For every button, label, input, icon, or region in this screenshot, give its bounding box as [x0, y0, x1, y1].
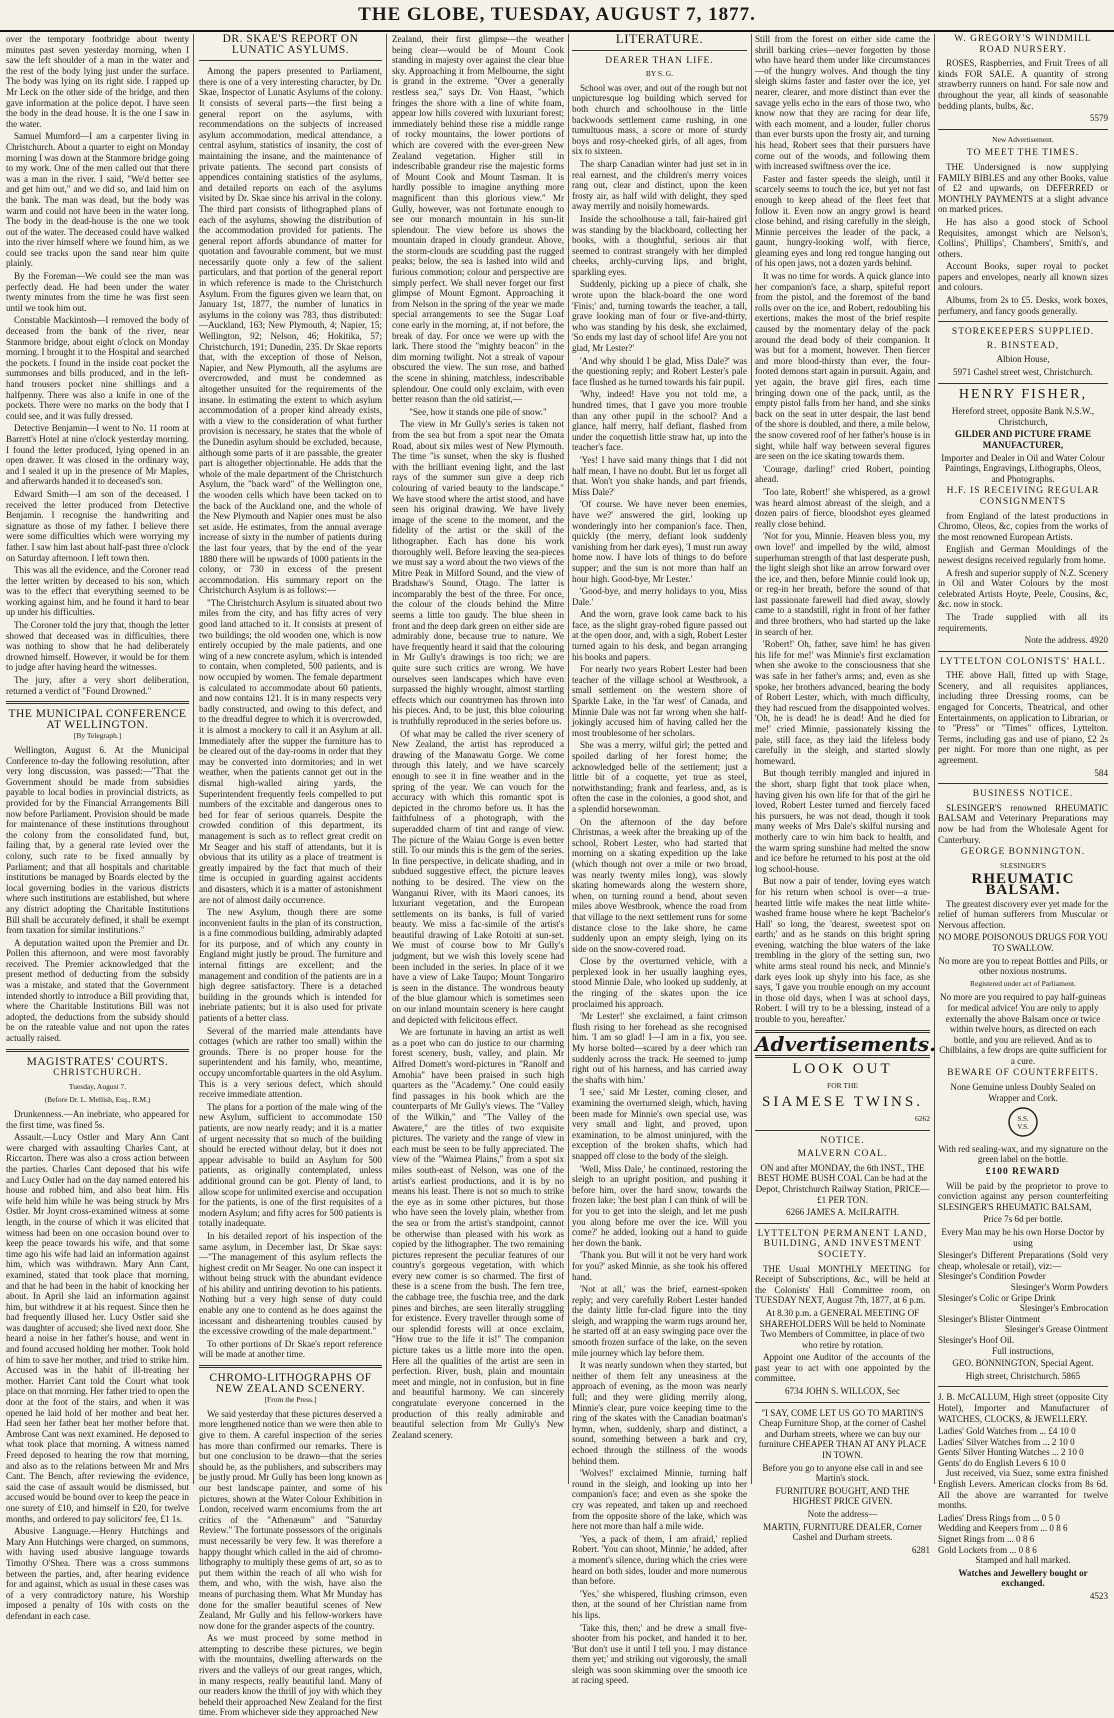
times-heading: TO MEET THE TIMES.: [966, 148, 1080, 159]
list-item: Gold Lockets from ... 0 8 6: [938, 1544, 1037, 1555]
ring-price-list: [938, 1513, 1108, 1555]
martin-note: Note the address—: [807, 1509, 878, 1519]
section-divider: [6, 701, 189, 704]
section-divider: [755, 1055, 930, 1058]
story-paragraph: Close by the overturned vehicle, with a perplexed look in her usually laughing eyes, stood Minnie Dale, who looked up suddenly, at the ringing of the skates upon the ice proclaimed his approach.: [572, 956, 747, 1009]
mccallum-paragraph: Just received, via Suez, some extra finished English Levers. American clocks from 8s 6d. All the above are warranted for twelve months.: [938, 1468, 1108, 1511]
list-item: Slesinger's Blister Ointment: [938, 1313, 1041, 1324]
balsam-paragraph: Will be paid by the proprietor to prove to conviction against any person counterfeiting SLESINGER'S RHEUMATIC BALSAM,: [938, 1180, 1108, 1212]
fisher-dealer: Importer and Dealer in Oil and Water Colour Paintings, Engravings, Lithographs, Oleos, and Photographs.: [941, 452, 1105, 484]
look-out-line: FOR THE: [827, 1080, 858, 1090]
balsam-registered: Registered under act of Parliament.: [969, 978, 1076, 988]
court-case-paragraph: Drunkenness.—An inebriate, who appeared for the first time, was fined 5s.: [6, 1109, 189, 1130]
section-divider: [199, 1365, 382, 1368]
skae-paragraph: Several of the married male attendants have cottages (which are rather too small) within the grounds. There is no proper house for the superintendent and his family, who, meantime, occupy uncomfortable quarters in the old Asylum. This is a very serious defect, which should receive immediate attention.: [199, 1025, 382, 1100]
mccallum-paragraph: Stamped and hall marked.: [975, 1555, 1071, 1566]
skae-paragraph: To other portions of Dr Skae's report reference will be made at another time.: [199, 1338, 382, 1360]
lpl-heading: LYTTELTON PERMANENT LAND, BUILDING, AND INVESTMENT SOCIETY.: [757, 1228, 928, 1260]
balsam-paragraph: No more are you to repeat Bottles and Pills, or other noxious nostrums.: [938, 955, 1108, 977]
list-item: Slesinger's Different Preparations (Sold very cheap, wholesale or retail), viz:—: [938, 1250, 1108, 1271]
times-paragraph: THE Undersigned is now supplying FAMILY BIBLES and any other Books, value of £2 and upwards, on DEFERRED or MONTHLY PAYMENTS at a slight advance on marked prices.: [938, 161, 1108, 215]
list-item: Signet Rings from ... 0 8 6: [938, 1534, 1035, 1545]
column-1: [6, 34, 189, 1621]
story-paragraph: 'Why, indeed! Have you not told me, a hundred times, that I gave you more trouble than any other pupil in the school? And a glance, half merry, half defiant, flashed from under the coquettish little straw hat, up into the teacher's face.: [572, 389, 747, 453]
story-paragraph: 'Wolves!' exclaimed Minnie, turning half round in the sleigh, and looking up into her companion's face; and even as she spoke the cry was repeated, and taken up and reechoed from the opposite shore of the lake, which was here not more than half a mile wide.: [572, 1468, 747, 1532]
story-paragraph: 'Not for you, Minnie. Heaven bless you, my own love!' and impelled by the wild, almost superhuman strength of that last desperate push, the light sleigh shot like an arrow forward over the ice, and then, before Minnie could look up, or reg-in her breath, before the sound of that last passionate farewell had died away, slowly came to a standstill, right in front of her father and three brothers, who had started up the lake in search of her.: [755, 531, 931, 637]
inquest-paragraph: By the Foreman—We could see the man was perfectly dead. He had been under the water twenty minutes from the time he was first seen until we took him out.: [6, 271, 189, 313]
magistrates-date: Tuesday, August 7.: [68, 1081, 127, 1091]
balsam-reward: £100 REWARD: [985, 1167, 1061, 1178]
story-paragraph: It was nearly sundown when they started, but neither of them felt any uneasiness at the approach of evening, as the moon was nearly full; and they were gliding merrily along, Minnie's clear, pure voice keeping time to the ring of the skates with the Canadian boatman's hymn, when, suddenly, sharp and distinct, a sound, something between a bark and cry, echoed through the stillness of the woods behind them.: [572, 1360, 747, 1466]
skae-paragraph: "The Christchurch Asylum is situated about two miles from the city, and has fifty acres of very good land attached to it. It consists at present of two buildings; the old wooden one, which is now entirely occupied by the male patients, and one wing of a new concrete asylum, which is intended to contain, when completed, 500 patients, and is now occupied by women. The female department is calculated to accommodate about 60 patients, and now contains 121. It is in many respects very badly constructed, and owing to this defect, and to the dreadful degree to which it is overcrowded, it is almost a mockery to call it an Asylum at all. Immediately after the supper the furniture has to be cleared out of the day-rooms in order that they may be converted into dormitories; and in wet weather, when the patients cannot get out in the dismal high-walled airing yards, the Superintendent frequently feels compelled to put numbers of the excitable and dangerous ones to bed for fear of serious quarrels. Despite the crowded condition of this department, its management is such as to reflect great credit on Mr Seager and his staff of attendants, but it is obvious that its utility as a place of treatment is greatly impaired by the fact that much of their time is occupied in guarding against accidents and disasters, which it is a matter of astonishment are not of almost daily occurrence.: [199, 597, 382, 905]
masthead: THE GLOBE, TUESDAY, AUGUST 7, 1877.: [0, 0, 1114, 32]
ad-divider: [938, 651, 1108, 652]
malvern-heading: MALVERN COAL.: [797, 1149, 888, 1160]
story-paragraph: 'Yes,' she whispered, flushing crimson, even then, at the sound of her Christian name from his lips.: [572, 1588, 747, 1620]
story-paragraph: Inside the schoolhouse a tall, fair-haired girl was standing by the blackboard, collecting her books, with a thoughtful, serious air that seemed to contrast strangely with her dimpled cheeks, archly-curving lips, and bright, sparkling eyes.: [572, 213, 747, 277]
times-paragraph: Albums, from 2s to £5. Desks, work boxes, perfumery, and fancy goods generally.: [938, 295, 1108, 316]
hf-paragraph: A fresh and superior supply of N.Z. Scenery in Oil and Water Colours by the most celebrated Artists Hoyte, Peele, Cousins, &c, &c. now in stock.: [938, 567, 1108, 610]
story-paragraph: She was a merry, wilful girl; the petted and spoiled darling of her forest home; the acknowledged belle of the settlement; just a little bit of a coquette, yet true as steel, notwithstanding; frank and fearless, and, as is often the case in the colonies, a good shot, and a splendid horsewoman.: [572, 740, 747, 814]
advertisements-heading: Advertisements.: [755, 1031, 937, 1056]
story-paragraph: Faster and faster speeds the sleigh, until it scarcely seems to touch the ice, but yet not fast enough to keep ahead of the fleet feet that follow it. Even now an angry growl is heard close behind, and rising carefully in the sleigh, Minnie perceives the leader of the pack, a gaunt, hungry-looking wolf, with fierce, gleaming eyes and long red tongue hanging out of his open jaws, not a dozen yards behind.: [755, 173, 930, 269]
court-case-paragraph: Assault.—Lucy Ostler and Mary Ann Cant were charged with assaulting Charles Cant, at Riccarton. There was also a cross action between the parties. Charles Cant deposed that his wife and Lucy Ostler had on the day named entered his house and robbed him, and also beat him. His wife held him while he was being struck by Mrs Ostler. Mr Joynt cross-examined witness at some length, in the course of which it was elicited that witness had been on one occasion bound over to keep the peace towards his wife, and that some time ago his wife had laid an information against him, which was withdrawn. Mary Ann Cant, examined, stated that took place that morning, and that he had been in the habit of knocking her about. In April she laid an information against him, but withdrew it at his request. Since then he had frequently illused her. Lucy Ostler said she was daughter of accused; she lived next door. She heard a noise in her father's house, and went in and found accused holding her mother. Took hold of him to save her mother, and tried to strike him. Accused was in the habit of ill-treating her mother. Harriet Cant told the Court what took place on that morning. Her father tried to open the door at the foot of the stairs, and when it was opened he laid hold of her mother and beat her. Had seen her father beat her mother before that. Ambrose Cant was next examined. He deposed to what took place that morning. A witness named Freed deposed to hearing the row that morning, and also as to the relations between Mr and Mrs Cant. The Bench, after reviewing the evidence, said the case of assault would be dismissed, but accused would be bound over to keep the peace in one surety of £10, and himself in £20, for twelve months, and ordered to pay solicitors' fee, £1 1s.: [6, 1132, 189, 1524]
column-rule: [934, 34, 935, 1484]
balsam-paragraph: None Genuine unless Doubly Sealed on Wrapper and Cork.: [950, 1082, 1096, 1103]
ad-divider: [938, 1386, 1108, 1387]
storekeepers-address: Albion House,: [996, 354, 1050, 365]
lpl-paragraph: Appoint one Auditor of the accounts of the past year to act with one appointed by the committee.: [755, 1352, 930, 1384]
skae-report-heading: DR. SKAE'S REPORT ON LUNATIC ASYLUMS.: [222, 33, 359, 56]
balsam-agent: GEO. BONNINGTON, Special Agent.: [952, 1358, 1094, 1369]
list-item: Wedding and Keepers from ... 0 8 6: [938, 1523, 1068, 1534]
fisher-name: HENRY FISHER,: [958, 386, 1088, 402]
story-paragraph: 'Well, Miss Dale,' he continued, restoring the sleigh to an upright position, and pushing it before him, over the hard snow, towards the frozen lake; 'the best plan I can think of will be for you to get into the sleigh, and let me push you along before me over the ice. Will you come?' he added, looking out a hand to guide her down the bank.: [572, 1163, 747, 1248]
martin-address: MARTIN, FURNITURE DEALER, Corner Cashel and Durham streets.: [763, 1521, 922, 1543]
story-paragraph: It was no time for words. A quick glance into her companion's face, a sharp, spiteful report from the pistol, and the foremost of the band rolls over on the ice, and Robert, redoubling his exertions, makes the most of the brief respite caused by the momentary delay of the pack around the dead body of their companion. It was but for a moment, however. Then fiercer and more blood-thirsty than ever, the four-footed demons start again in pursuit. Again, and yet again, the brave girl fires, each time bringing down one of the pack, until, as the empty pistol falls from her hand, and she sinks back on the seat in utter despair, the last bend of the shore is doubled, and there, a mile below, the snow covered roof of her father's house is in sight, while half way between several figures are seen on the ice skating towards them.: [755, 271, 930, 462]
balsam-paragraph: The greatest discovery ever yet made for the relief of human sufferers from Muscular or Nervous affection.: [938, 898, 1108, 930]
list-item: Ladies' Gold Watches from ... £4 10 0: [938, 1426, 1076, 1437]
column-rule: [386, 34, 387, 1484]
lpl-paragraph: At 8.30 p.m. a GENERAL MEETING OF SHAREHOLDERS Will be held to Nominate Two Members of Committee, in place of two who retire by rotation.: [759, 1307, 926, 1350]
martin-bought: FURNITURE BOUGHT, AND THE HIGHEST PRICE GIVEN.: [775, 1485, 910, 1507]
business-notice-paragraph: SLESINGER'S renowned RHEUMATIC BALSAM and Veterinary Preparations may now be had from the Wholesale Agent for Canterbury.: [938, 802, 1108, 845]
chromo-quote: "See, how it stands one pile of snow.": [409, 406, 547, 417]
story-paragraph: School was over, and out of the rough but not unpicturesque log building which served for both church and schoolhouse in the little backwoods settlement came rushing, in one tumultuous mass, a score or more of sturdy boys and rosy-cheeked girls, of all ages, from six to sixteen.: [572, 82, 747, 157]
list-item: Ladies' Silver Watches from ... 2 10 0: [938, 1436, 1075, 1447]
column-4: [572, 31, 747, 1686]
story-paragraph: 'Robert!' Oh, father, save him! he has given his life for me!' was Minnie's first exclamation when she awoke to the consciousness that she was safe in her father's arms; and, even as she spoke, her brothers advanced, bearing the body of Robert Lester, which, with much difficulty, they had rescued from the disappointed wolves. 'Oh, he is dead! he is dead! And he died for me!' cried Minnie, passionately kissing the pale, still face, as they laid the lifeless body carefully in the sleigh, and started slowly homeward.: [755, 639, 930, 766]
ad-divider: [938, 321, 1108, 322]
balsam-claim: NO MORE POISONOUS DRUGS FOR YOU TO SWALLOW.: [938, 932, 1108, 953]
balsam-paragraph: Every Man may be his own Horse Doctor by using: [941, 1227, 1105, 1248]
skae-paragraph: The plans for a portion of the male wing of the new Asylum, sufficient to accommodate 150 patients, are now nearly ready; and it is a matter of urgent necessity that so much of the building should be erected without delay, but it does not appear advisable to build an Asylum for 500 patients, as originally contemplated, unless additional ground can be got. Plenty of land, to allow scope for unlimited exercise and occupation for the patients, is one of the first requisites of a modern Asylum; and fifty acres for 500 patients is totally inadequate.: [199, 1101, 382, 1229]
inquest-paragraph: This was all the evidence, and the Coroner read the letter written by deceased to his son, which was to the effect that everything seemed to be working against him, and he found it hard to bear up under his difficulties.: [6, 565, 189, 618]
watch-price-list: [938, 1426, 1108, 1468]
story-paragraph: 'Of course. We have never been enemies, have we?' answered the girl, looking up wonderingly into her companion's face. Then, quickly (the merry, defiant look suddenly vanishing from her dark eyes), 'I must run away home now. I have lots of things to do before supper; and the sun is not more than half an hour high. Good-bye, Mr Lester.': [572, 499, 747, 584]
lpl-signature: 6734 JOHN S. WILLCOX, Sec: [784, 1386, 900, 1397]
martin-heading: "I SAY, COME LET US GO TO MARTIN'S Cheap Furniture Shop, at the corner of Cashel and Durham streets, where we can buy our furniture CHEAPER THAN AT ANY PLACE IN TOWN.: [758, 1407, 927, 1461]
fisher-trade: GILDER AND PICTURE FRAME MANUFACTURER,: [954, 429, 1092, 450]
storekeepers-name: R. BINSTEAD,: [986, 340, 1060, 351]
municipal-paragraph: Wellington, August 6. At the Municipal Conference to-day the following resolution, after very long discussion, was passed:—"That the Government should be made from subsidies payable to local bodies in provincial districts, as provided for by the Financial Arrangements Bill now before Parliament. Provision should be made for maintenance of these institutions throughout the colony from the consolidated fund, but, failing that, by a general rate levied over the colony, such rate to be fixed annually by Parliament; and that all hospitals and charitable institutions be managed by Boards elected by the local governing bodies in the various districts where such institutions are established, but where any district adopting the Charitable Institutions Bill shall be accurately defined, it shall be exempt from taxation for similar institutions.": [6, 745, 189, 936]
balsam-price: Price 7s 6d per bottle.: [983, 1214, 1063, 1225]
storekeepers-address: 5971 Cashel street west, Christchurch.: [953, 367, 1093, 378]
inquest-paragraph: Edward Smith—I am son of the deceased. I received the letter produced from Detective Benjamin. I recognise the handwriting and signature as those of my father. I believe there were some difficulties which were worrying my father. I saw him last about half-past three o'clock on Saturday afternoon. I left town then.: [6, 488, 189, 563]
chromo-paragraph: The view in Mr Gully's series is taken not from the sea but from a spot near the Omata Road, about six miles west of New Plymouth. The time "is sunset, when the sky is flushed with the brilliant evening light, and the last rays of the summer sun give a deep rich colouring of varied beauty to the landscape." We have stood where the artist stood, and have seen his original drawing. We have lively image of the scene to the moment, and the fidelity of the artist or the skill of the lithographer. Each has done his work thoroughly well. Before leaving the sea-pieces we must say a word about the two views of the Mitre Peak in Milford Sound, and the view of Bradshaw's Sound, Otago. The latter is incomparably the best of the three. For once, the colour of the clouds behind the Mitre seems a little too gaudy. The blue sheen in front and the deep dark green on either side are admirably done, because true to nature. We have frequently heard it said that the colouring in Mr Gully's drawings is too rich; we are quite sure such critics are wrong. We have ourselves seen landscapes which have even surpassed the highly wrought, almost startling effects which our countrymen has thrown into his pieces. And, to be just, this blue colouring is truthfully reproduced in the series before us.: [392, 419, 564, 726]
story-paragraph: For nearly two years Robert Lester had been teacher of the village school at Westbrook, a small settlement on the western shore of Sparkle Lake, in the 'far west' of Canada, and Minnie Dale was not far wrong when she half-jokingly accused him of having called her the most troublesome of her scholars.: [572, 664, 747, 738]
magistrates-bench: (Before Dr. L. Mellish, Esq., R.M.): [44, 1095, 151, 1105]
story-title: DEARER THAN LIFE.: [605, 55, 714, 66]
story-paragraph: On the afternoon of the day before Christmas, a week after the breaking up of the school, Robert Lester, who had started that morning on a skating expedition up the lake (which though not over a mile or two broad, was nearly twenty miles long), was slowly skating homewards along the western shore, when, on turning round a bend, about seven miles above Westbrook, whence the road from that village to the next settlement runs for some distance close to the lake shore, he came suddenly upon an empty sleigh, lying on its side on the snow-covered road.: [572, 816, 747, 954]
look-out-line: LOOK OUT: [792, 1061, 893, 1078]
heading-rule: [572, 50, 747, 51]
list-item: Slesinger's Condition Powder: [938, 1271, 1046, 1282]
municipal-heading: THE MUNICIPAL CONFERENCE AT WELLINGTON.: [8, 708, 187, 731]
ad-divider: [755, 1402, 930, 1403]
hf-paragraph: English and German Mouldings of the newest designs received regularly from home.: [938, 544, 1108, 565]
ad-number: 584: [1094, 767, 1108, 778]
chromo-paragraph: We said yesterday that these pictures deserved a more lengthened notice than we were then able to give to them. A careful inspection of the series has more than confirmed our remarks. There is but one conclusion to be drawn—that the series should be, as the publishers, and subscribers may be justly proud. Mr Gully has been long known as our best landscape painter, and some of his pictures, shown at the Water Colour Exhibition in London, received warm encomiums from the art critics of the "Athenæum" and "Saturday Review." The fortunate possessors of the originals must necessarily be very few. It was therefore a happy thought which called in the aid of chromo-lithography to multiply these gems of art, so as to put them within the reach of all who wish for them, and who, with the wish, have also the means of purchasing them. What Mr Munday has done for the smaller beautiful scenes of New Zealand, Mr Gully and his fellow-workers have now done for the grander aspects of the country.: [199, 1408, 382, 1631]
ad-divider: [938, 783, 1108, 784]
story-paragraph: 'Take this, then;' and he drew a small five-shooter from his pocket, and handed it to her. 'But don't use it until I tell you. I may distance them yet;' and striking out vigorously, the small sleigh was soon skimming over the smooth ice at racing speed.: [572, 1622, 747, 1686]
list-item: Slesinger's Colic or Gripe Drink: [938, 1292, 1056, 1303]
literature-heading: LITERATURE.: [615, 31, 704, 46]
balsam-paragraph: With red sealing-wax, and my signature on the green label on the bottle.: [938, 1143, 1108, 1165]
hf-address-note: Note the address. 4920: [1024, 635, 1108, 646]
story-paragraph: 'Yes! I have said many things that I did not half mean, I have no doubt. But let us forget all that. Won't you shake hands, and part friends, Miss Dale?': [572, 454, 747, 497]
balsam-prefix: SLESINGER'S: [1000, 860, 1046, 870]
chromo-heading: CHROMO-LITHOGRAPHS OF NEW ZEALAND SCENERY.: [209, 1372, 372, 1395]
mccallum-paragraph: Watches and Jewellery bought or exchanged.: [958, 1567, 1088, 1589]
municipal-paragraph: A deputation waited upon the Premier and Dr. Pollen this afternoon, and were most favorably received. The Premier acknowledged that the present method of deducting from the subsidy was a mistake, and stated that the Government intended shortly to introduce a Bill providing that, where the Charitable Institutions Bill was not adopted, the deductions from the subsidy should be on the rateable value and not upon the rates actually raised.: [6, 937, 189, 1044]
story-paragraph: 'And why should I be glad, Miss Dale?' was the questioning reply; and Robert Lester's pale face flushed as he turned towards his fair pupil.: [572, 355, 747, 387]
look-out-line: SIAMESE TWINS.: [762, 1094, 923, 1111]
balsam-paragraph: No more are you required to pay half-guineas for medical advice! You are only to apply externally the above Balsam once or twice within twelve hours, as directed on each bottle, and you are relieved. And as to Chilblains, a few drops are quite sufficient for a cure.: [939, 992, 1107, 1066]
chromo-paragraph: Of what may be called the river scenery of New Zealand, the artist has reproduced a drawing of the Manawatu Gorge. We come through this lately, and we have scarcely enough to see it in fine weather and in the spring of the year. We can vouch for the accuracy with which this romantic spot is depicted in the chromo before us. It has the faithfulness of a photograph, with the superadded charm of tint and range of view. The picture of the Waiau Gorge is even better still. To our minds this is the gem of the series. In fine perspective, in delicate shading, and in subdued suggestive effect, the picture leaves nothing to be desired. The view on the Wanganui River, with its Maori canoes, its luxuriant vegetation, and the European settlements on its banks, is full of varied beauty. We miss a fac-simile of the artist's beautiful drawing of Lake Rotoiti at sun-set. We must of course bow to Mr Gully's judgment, but we wish this lovely scene had been included in the series. In place of it we have a view of Lake Taupo; Mount Tongariro is seen in the distance. The wondrous beauty of the blue glamour which is sometimes seen on our inland mountain scenery is here caught and depicted with felicitous effect.: [392, 728, 564, 1025]
story-paragraph: 'Courage, darling!' cried Robert, pointing ahead.: [755, 463, 930, 485]
skae-paragraph: In his detailed report of his inspection of the same asylum, in December last, Dr Skae says:—"The management of this asylum reflects the highest credit on Mr Seager. No one can inspect it without being struck with the abundant evidence of his ability and untiring devotion to his patients. Nothing but a very high sense of duty could enable any one to contend as he does against the incessant and disheartening troubles caused by the excessive crowding of the male department.": [199, 1230, 382, 1337]
column-rule: [568, 34, 569, 1484]
skae-paragraph: The new Asylum, though there are some inconvenient faults in the plan of its construction, is a fine commodious building, admirably adapted for its purpose, and of which any county in England might justly be proud. The furniture and internal fittings are excellent; and the management and condition of the patients are in a high degree satisfactory. There is a detached building in the grounds which is intended for inebriate patients; but it is also used for private patients of a better class.: [199, 907, 382, 1024]
ad-number: 5579: [1089, 113, 1108, 124]
municipal-byline: [By Telegraph.]: [73, 731, 122, 741]
seal-icon: [1007, 1106, 1039, 1138]
story-paragraph: But though terribly mangled and injured in the short, sharp fight that took place when, having given his own life for that of the girl he loved, Robert Lester turned and fiercely faced his pursuers, he was not dead, though it took many weeks of Mrs Dale's skilful nursing and motherly care to win him back to health, and the warm spring sunshine had melted the snow and ice before he returned to his post at the old log school-house.: [755, 768, 930, 874]
story-paragraph: But now a pair of tender, loving eyes watch for his return when school is over—a true-hearted little wife makes the neat little white-washed frame house where he kept 'Bachelor's Hall' so long, the 'dearest, sweetest spot on earth;' and as he stands on this bright spring evening, watching the blue waters of the lake trembling in the glory of the setting sun, two white arms steal round his neck, and Minnie's dark eyes look up shyly into his face, as she says, 'I gave you trouble enough on my account in those old days, when I was at school days, Robert. I will try to be a blessing, instead of a trouble to you, hereafter.': [755, 876, 930, 1025]
times-paragraph: He has also a good stock of School Requisites, amongst which are Nelson's, Collins', Phillips', Chambers', Smith's, and others.: [938, 216, 1108, 259]
heading-rule: [199, 60, 382, 61]
preparations-list: [938, 1250, 1108, 1345]
story-paragraph: The sharp Canadian winter had just set in in real earnest, and the children's merry voices rang out, clear and distinct, upon the keen frosty air, as half wild with delight, they sped away merrily and noisily homewards.: [572, 158, 747, 212]
new-advert-label: New Advertisement.: [992, 134, 1054, 144]
times-paragraph: Account Books, super royal to pocket papers and envelopes, nearly all known sizes and colours.: [938, 261, 1108, 293]
list-item: Gents' do do English Levers 6 10 0: [938, 1457, 1066, 1468]
notice-heading: NOTICE.: [820, 1135, 865, 1146]
malvern-signature: 6266 JAMES A. McILRAITH.: [786, 1207, 899, 1218]
inquest-paragraph: over the temporary footbridge about twenty minutes past seven yesterday morning, when I saw the left shoulder of a man in the water and the rest of the body lying just under the surface. The body was lying on its right side. I rapped up Mr Leck on the other side of the bridge, and then gave information at the police depot. I have seen the body in the dead house. It is the one I saw in the water.: [6, 34, 189, 129]
list-item: Ladies' Dress Rings from ... 0 5 0: [938, 1512, 1060, 1523]
column-5: [755, 34, 937, 1555]
story-paragraph: 'I see,' said Mr Lester, coming closer, and examining the overturned sleigh, which, having been made for Minnie's own special use, was very small and light, and proved, upon examination, to be almost uninjured, with the exception of the broken shafts, which had snapped off close to the body of the sleigh.: [572, 1087, 747, 1161]
column-2: [199, 33, 382, 1718]
ad-number: 6281: [911, 1544, 930, 1555]
gregory-heading: W. GREGORY'S WINDMILL ROAD NURSERY.: [954, 34, 1092, 55]
hf-paragraph: from England of the latest productions in Chromo, Oleos, &c, copies from the works of the most renowned European Artists.: [938, 510, 1108, 542]
story-paragraph: Still from the forest on either side came the shrill barking cries—never forgotten by those who have heard them under like circumstances—of the hungry wolves. And though the tiny sleigh skims faster and faster over the ice, yet nearer, clearer, and more distinct than ever the savage yells echo in the ears of those two, who know now that they are racing for dear life, with each moment, and a louder, fuller chorus than ever bursts upon the frosty air, and turning his head, Robert sees that their pursuers have come out of the woods, and following them with increased swiftness over the ice.: [755, 34, 930, 172]
ad-number: 4523: [1089, 1591, 1108, 1601]
business-notice-heading: BUSINESS NOTICE.: [972, 789, 1074, 800]
skae-paragraph: Among the papers presented to Parliament, there is one of a very interesting character, by Dr. Skae, Inspector of Lunatic Asylums of the colony. It consists of several parts—the first being a general report on the asylums, with recommendations on the subjects of increased asylum accommodation, medical attendance, a central asylum, statistics of insanity, the cost of maintaining the insane, and the maintenance of private patients. The second part consists of appendices containing statistics of the asylums, and detailed reports on each of the asylums visited by Dr. Skae since his arrival in the colony. The third part consists of lithographed plans of each of the asylums, showing the distribution of the accommodation provided for patients. The general report affords abundance of matter for quotation and favourable comment, but we must necessarily quote only a few of the salient particulars, and that portion of the general report in which reference is made to the Christchurch Asylum. From the figures given we learn that, on January 1st, 1877, the number of lunatics in asylums in the colony was 783, thus distributed:—Auckland, 163; New Plymouth, 4; Napier, 15; Wellington, 92; Nelson, 46; Hokitika, 57; Christchurch, 191; Dunedin, 235. Dr Skae reports that, with the exception of those of Nelson, Napier, and New Plymouth, all the asylums are overcrowded, and must be condemned as altogether unsuited for the requirements of the insane. In estimating the extent to which asylum accommodation of a proper kind already exists, with a view to the consideration of what further provision is necessary, he states that the whole of the Dunedin asylum should be excluded, because, although some parts of it are passable, the greater part is altogether objectionable. He adds that the whole of the male department of the Christchurch Asylum, the "back ward" of the Wellington one, the wooden cells which have been tacked on to the back of the Auckland one, and the whole of the New Plymouth and Napier ones must be also set aside. He estimates, from the annual average increase of sixty in the number of patients during the last four years, that by the end of the year 1880 there will be upwards of 1000 patients in the colony, or 730 in excess of the present accommodation. His summary report on the Christchurch Asylum is as follows:—: [199, 66, 382, 596]
list-item: Gents' Silver Hunting Watches ... 2 10 0: [938, 1447, 1084, 1458]
magistrates-heading: MAGISTRATES' COURTS.: [26, 1055, 169, 1068]
magistrates-place: CHRISTCHURCH.: [53, 1068, 142, 1079]
storekeepers-heading: STOREKEEPERS SUPPLIED.: [951, 327, 1095, 338]
story-author: BY S. G.: [645, 69, 674, 79]
balsam-instructions: Full instructions,: [992, 1345, 1054, 1356]
story-paragraph: 'Not at all,' was the brief, earnest-spoken reply; and very carefully Robert Lester handed the dainty little fur-clad figure into the tiny sleigh, and wrapping the warm rugs around her, he started off at an easy swinging pace over the smooth frozen surface of the lake, on the seven mile journey which lay before them.: [572, 1284, 747, 1358]
inquest-paragraph: The jury, after a very short deliberation, returned a verdict of "Found Drowned.": [6, 675, 189, 696]
lpl-paragraph: THE Usual MONTHLY MEETING for Receipt of Subscriptions, &c., will be held at the Colonists' Hall Committee room, on TUESDAY NEXT, August 7th, 1877, at 6 p.m.: [755, 1263, 930, 1306]
column-rule: [751, 34, 752, 1484]
inquest-paragraph: The Coroner told the jury that, though the letter showed that deceased was in difficulties, there was nothing to show that he had deliberately drowned himself. However, it would be for them to judge after having heard the witnesses.: [6, 620, 189, 673]
colonists-hall-heading: LYTTELTON COLONISTS' HALL.: [940, 656, 1106, 667]
svg-text:V.S.: V.S.: [1017, 1123, 1029, 1132]
chromo-paragraph: Zealand, their first glimpse—the weather being clear—would be of Mount Cook standing in majesty over against the clear blue sky. Approaching it from Melbourne, the sight is grand in the extreme. "Over a generally restless sea," says Dr. Von Haast, "which fringes the shore with a line of white foam, appear low hills covered with luxuriant forest; immediately behind these rise a middle range of rocky mountains, the lower portions of which are covered with the ever-green New Zealand vegetation. Higher still in indescribable grandeur rise the majestic forms of Mount Cook and Mount Tasman. It is hardly possible to imagine anything more magnificent than this glorious view." Mr Gully, however, was not fortunate enough to see our monarch mountain in his sun-lit splendour. The view before us shows the mountain draped in cloudy grandeur. Above, the storm-clouds are scudding past the rugged peaks; below, the sea is lashed into wild and furious commotion; colour and perspective are simply perfect. We shall never forget our first glimpse of Mount Egmont. Approaching it from Nelson in the spring of the year we made special arrangements to see the Sugar Loaf cone early in the morning, at, if not before, the break of day. For once we were up with the lark. There stood the "mighty beacon" in the dim morning twilight. Not a streak of vapour obscured the view. The sun rose, and bathed the scene in shining, matchless, indescribable splendour. One could only exclaim, with even better reason than the old satirist,—: [392, 34, 564, 405]
story-paragraph: And the worn, grave look came back to his face, as the slight gray-robed figure passed out at the open door, and, with a sigh, Robert Lester turned again to his desk, and began arranging his books and papers.: [572, 609, 747, 662]
martin-paragraph: Before you go to anyone else call in and see Martin's stock.: [762, 1462, 923, 1484]
hf-heading: H.F. IS RECEIVING REGULAR CONSIGNMENTS: [946, 486, 1100, 507]
story-paragraph: 'Yes, a pack of them, I am afraid,' replied Robert. 'You can shoot, Minnie,' he added, after a moment's silence, during which the cries were heard on both sides, louder and more numerous than before.: [572, 1533, 747, 1587]
column-6: [938, 34, 1108, 1601]
business-notice-name: GEORGE BONNINGTON.: [960, 847, 1086, 858]
story-paragraph: 'Good-bye, and merry holidays to you, Miss Dale.': [572, 586, 747, 607]
ad-divider: [938, 129, 1108, 130]
ad-number: 6262: [915, 1114, 930, 1123]
fisher-address: Hereford street, opposite Bank N.S.W., Christchurch,: [951, 406, 1095, 427]
ad-divider: [938, 383, 1108, 384]
story-paragraph: 'Mr Lester!' she exclaimed, a faint crimson flush rising to her forehead as she recognised him. 'I am so glad! I—I am in a fix, you see. My horse bolted—scared by a deer which ran suddenly across the track. He seemed to jump right out of his harness, and has carried away the shafts with him.': [572, 1011, 747, 1085]
inquest-paragraph: Samuel Mumford—I am a carpenter living in Christchurch. About a quarter to eight on Monday morning I was down at the Stanmore bridge going to my work. One of the men called out that there was a man in the river. I said, "We'd better see and get him out," and we did so, and laid him on the bank. The man was dead, but the body was warm and could not have been in the water long. The body in the dead-house is the one we took out of the water. The deceased could have walked into the river himself where we found him, as we could see tracks upon the sand near him quite plainly.: [6, 131, 189, 269]
hf-paragraph: The Trade supplied with all its requirements.: [938, 611, 1108, 633]
gregory-ad-text: ROSES, Raspberries, and Fruit Trees of all kinds FOR SALE. A quantity of strong strawberry runners on hand. For sale now and throughout the year, all kinds of seasonable bedding plants, bulbs, &c.: [938, 58, 1108, 111]
story-paragraph: 'Too late, Robert!' she whispered, as a growl was heard almost abreast of the sleigh, and a dozen pairs of fierce, bloodshot eyes gleamed really close behind.: [755, 486, 930, 529]
balsam-address: High street, Christchurch. 5865: [965, 1370, 1081, 1381]
court-case-paragraph: Abusive Language.—Henry Hutchings and Mary Ann Hutchings were charged, on summons, with having used abusive language towards Timothy O'Shea. There was a cross summons between the parties, and, after hearing evidence for and against, which as usual in these cases was of a very contradictory nature, his Worship imposed a penalty of 10s with costs on the defendant in each case.: [6, 1526, 189, 1621]
colonists-hall-paragraph: THE above Hall, fitted up with Stage, Scenery, and all requisites appliances, including three Dressing rooms, can be engaged for Concerts, Theatrical, and other Entertainments, on application to Librarian, or to "Press" or "Times" offices, Lyttelton. Terms, including gas and use of piano, £2 2s per night. For more than one night, as per agreement.: [938, 670, 1108, 766]
column-rule: [193, 34, 194, 1484]
chromo-paragraph: As we must proceed by some method in attempting to describe these pictures, we begin with the mountains, dwelling afterwards on the rivers and the valleys of our great ranges, which, in many respects, really beautiful land. Many of our readers know the thrill of joy with which they beheld their approached New Zealand for the first time. From whichever side they approached New: [199, 1633, 382, 1718]
list-item: Slesinger's Worm Powders: [1010, 1281, 1108, 1292]
chromo-paragraph: We are fortunate in having an artist as well as a poet who can do justice to our charming forest scenery, bush, valley, and plain. Mr Alfred Domett's word-pictures in "Ranolf and Amohia" have been praised in such high quarters as the "Academy." One could easily find passages in his book which are the counterparts of Mr Gully's views. The "Valley of the Wilkin," and "The Valley of the Awatere," are the titles of two exquisite pictures. The variety and the range of view in each must be seen to be fully appreciated. The view of the "Waimea Plains," from a spot six miles south-east of Nelson, was one of the artist's earliest productions, and it is by no means his least. There is not so much to strike the eye as in some other pictures, but those who have seen the lovely plain, whether from the sea or from the artist's standpoint, cannot be otherwise than pleased with his work as copied by the lithographer. The two remaining pictures represent the peculiar features of our country's gorgeous vegetation, with which every new comer is so charmed. The first of these is a scene from the bush. The fern tree, the cabbage tree, the fuschia tree, and the dark pines and birches, are seen literally struggling for existence. Every traveller through some of our splendid forests will at once exclaim, "How true to the life it is!" The companion picture takes us a little more into the open. Here all the qualities of the artist are seen in perfection. River, bush, plain and mountain meet and mingle, not in confusion, but in fine and beautiful harmony. We can sincerely congratulate everyone concerned in the production of this really admirable and beautiful selection from Mr Gully's New Zealand scenery.: [392, 1027, 564, 1440]
mccallum-heading: J. B. McCALLUM, High street (opposite City Hotel), Importer and Manufacturer of WATCHES, CLOCKS, & JEWELLERY.: [938, 1392, 1108, 1424]
inquest-paragraph: Detective Benjamin—I went to No. 11 room at Barrett's Hotel at nine o'clock yesterday morning. I found the letter produced, lying opened in an open drawer. It was closed in the ordinary way, and I sealed it up in the presence of Mr Maples, and afterwards handed it to deceased's son.: [6, 423, 189, 487]
inquest-paragraph: Constable Mackintosh—I removed the body of deceased from the bank of the river, near Stanmore bridge, about eight o'clock on Monday morning. I brought it to the Hospital and searched the pockets. I found in the inside coat pocket the summonses and bills produced, and in the left-hand trousers pocket nine shillings and a halfpenny. There was also a knife in one of the pockets. There were no marks on the body that I could see, and it was fully dressed.: [6, 315, 189, 421]
story-paragraph: Suddenly, picking up a piece of chalk, she wrote upon the black-board the one word 'Finis;' and, turning towards the teacher, a tall, grave looking man of four or five-and-thirty, who was standing by his desk, she exclaimed, 'So ends my last day of school life! Are you not glad, Mr Lester?': [572, 279, 747, 354]
ad-divider: [755, 1223, 930, 1224]
balsam-beware: BEWARE OF COUNTERFEITS.: [947, 1068, 1099, 1079]
chromo-source: [From the Press.]: [264, 1395, 317, 1405]
list-item: Slesinger's Hoof Oil.: [938, 1334, 1015, 1345]
balsam-heading: RHEUMATIC BALSAM.: [971, 871, 1075, 898]
section-divider: [6, 1049, 189, 1052]
seal-graphic: [938, 1106, 1108, 1141]
svg-text:S.S.: S.S.: [1017, 1115, 1029, 1124]
list-item: Slesinger's Grease Ointment: [1004, 1324, 1108, 1335]
column-3: [392, 34, 564, 1484]
story-paragraph: 'Thank you. But will it not be very hard work for you?' asked Minnie, as she took his offered hand.: [572, 1250, 747, 1282]
malvern-ad-text: ON and after MONDAY, the 6th INST., THE BEST HOME BUSH COAL Can be had at the Depot, Christchurch Railway Station, PRICE—£1 PER TON.: [755, 1162, 930, 1205]
list-item: Slesinger's Embrocation: [1019, 1303, 1108, 1314]
ad-divider: [755, 1130, 930, 1131]
